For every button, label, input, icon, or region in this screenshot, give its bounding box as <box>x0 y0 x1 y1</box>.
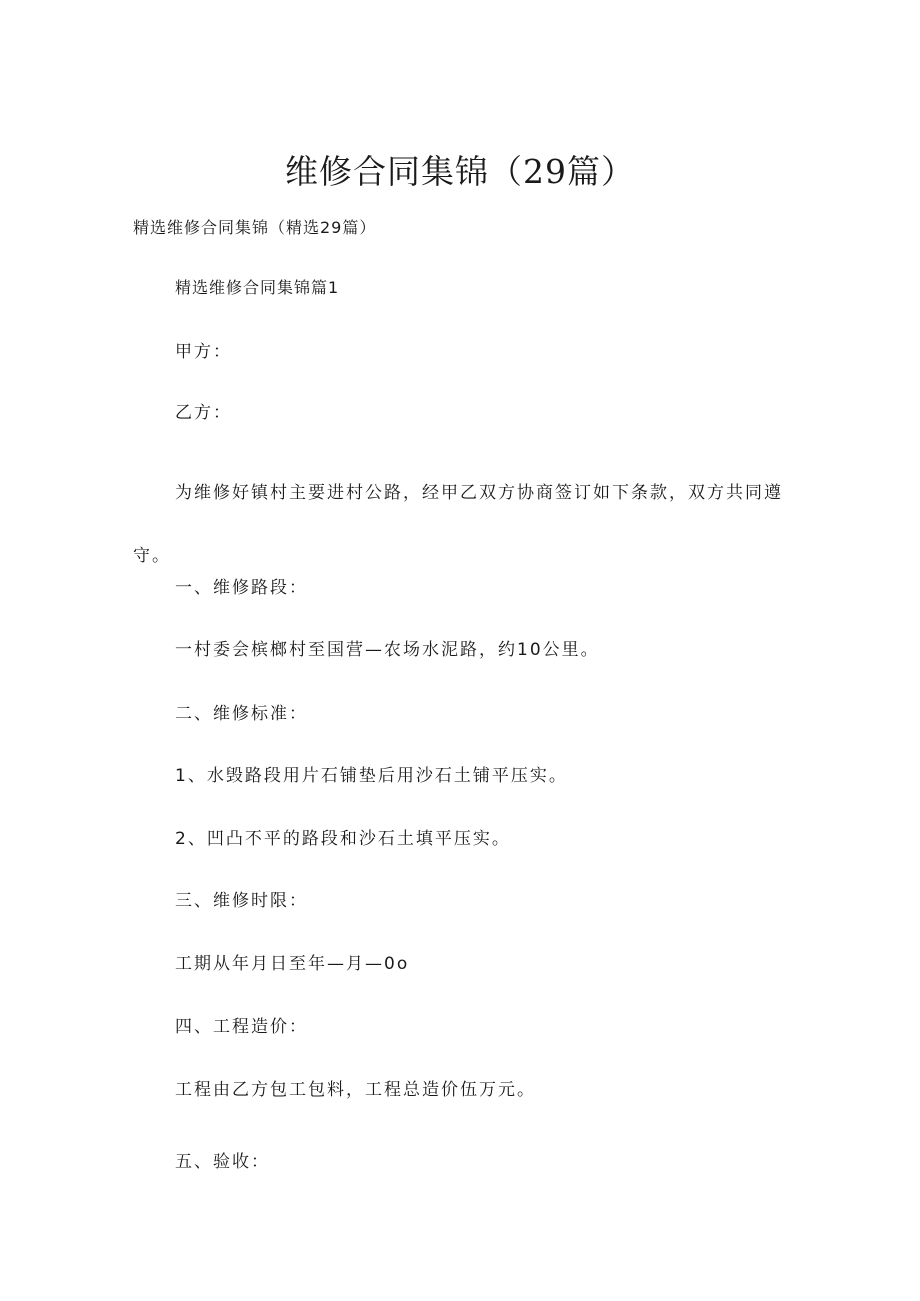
section3-title: 三、维修时限： <box>175 891 308 911</box>
section4-body: 工程由乙方包工包料，工程总造价伍万元。 <box>175 1080 536 1100</box>
section1-body: 一村委会槟榔村至国营—农场水泥路，约10公里。 <box>175 640 600 660</box>
document-subtitle: 精选维修合同集锦（精选29篇） <box>133 218 377 237</box>
party-b-label: 乙方： <box>175 403 232 423</box>
party-a-label: 甲方： <box>175 342 232 362</box>
section5-title: 五、验收： <box>175 1152 270 1172</box>
section2-title: 二、维修标准： <box>175 704 308 724</box>
section3-body: 工期从年月日至年—月—0o <box>175 954 410 974</box>
section-heading: 精选维修合同集锦篇1 <box>175 278 340 297</box>
intro-paragraph: 为维修好镇村主要进村公路，经甲乙双方协商签订如下条款，双方共同遵守。 <box>133 483 783 566</box>
section2-item1: 1、水毁路段用片石铺垫后用沙石土铺平压实。 <box>175 766 568 786</box>
document-title: 维修合同集锦（29篇） <box>285 152 635 191</box>
section2-item2: 2、凹凸不平的路段和沙石土填平压实。 <box>175 829 511 849</box>
section4-title: 四、工程造价： <box>175 1017 308 1037</box>
section1-title: 一、维修路段： <box>175 578 308 598</box>
